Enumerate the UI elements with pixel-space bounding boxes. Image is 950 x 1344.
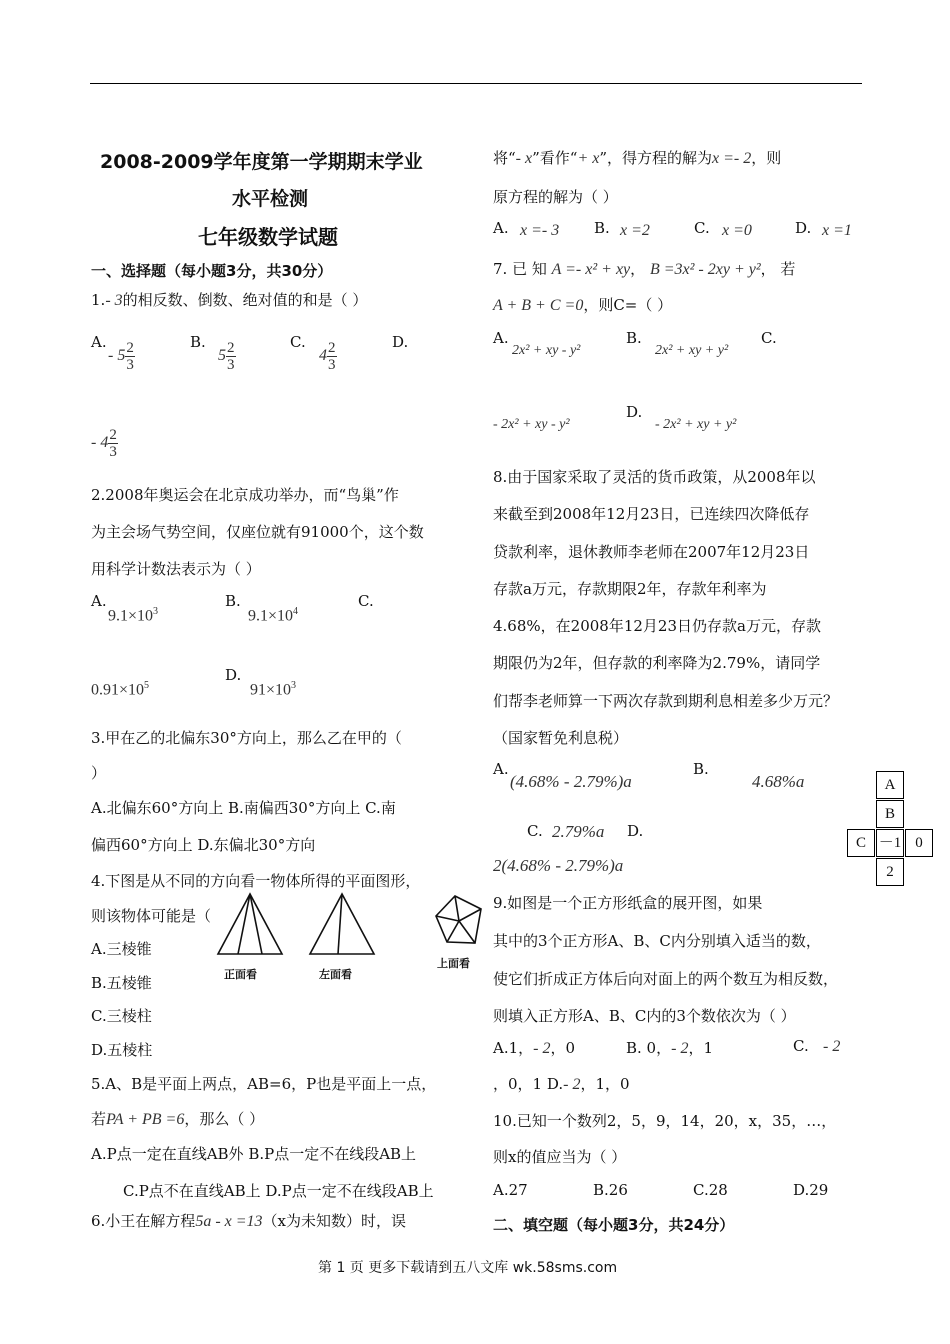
side-view-figure <box>307 892 377 958</box>
q3-line-3: A.北偏东60°方向上 B.南偏西30°方向上 C.南 <box>91 799 396 817</box>
q5-line-2: 若PA + PB =6，那么（ ） <box>91 1110 265 1128</box>
q1-option-d: - 4 $\frac{2}{3}$ <box>91 427 117 460</box>
q8-option-b: 4.68%a <box>752 772 805 791</box>
q3-line-4: 偏西60°方向上 D.东偏北30°方向 <box>91 836 316 854</box>
net-cell-b: B <box>876 800 904 828</box>
q8-option-c: 2.79%a <box>552 822 605 841</box>
q10-line-2: 则x的值应当为（ ） <box>493 1148 627 1166</box>
q8-line-6: 期限仍为2年，但存款的利率降为2.79%，请同学 <box>493 654 821 672</box>
q9-line-6: ，0，1 D.- 2，1，0 <box>493 1075 630 1093</box>
q7-label-d: D. <box>626 403 643 421</box>
section-1-heading: 一、选择题（每小题3分，共30分） <box>91 262 333 280</box>
q3-line-1: 3.甲在乙的北偏东30°方向上，那么乙在甲的（ <box>91 729 402 747</box>
q8-line-5: 4.68%，在2008年12月23日仍存款a万元，存款 <box>493 617 821 635</box>
q8-line-8: （国家暂免利息税） <box>493 729 629 747</box>
caption-side-view: 左面看 <box>319 968 352 981</box>
q7-label-a: A. <box>493 329 509 347</box>
q8-label-d: D. <box>627 822 644 840</box>
q4-option-a: A.三棱锥 <box>91 940 152 958</box>
q2-label-c: C. <box>358 592 374 610</box>
q2-line-3: 用科学计数法表示为（ ） <box>91 560 261 578</box>
q7-label-c: C. <box>761 329 777 347</box>
q6-line-3: 原方程的解为（ ） <box>493 188 618 206</box>
q2-label-a: A. <box>91 592 107 610</box>
q2-label-d: D. <box>225 666 242 684</box>
q5-line-3: A.P点一定在直线AB外 B.P点一定不在线段AB上 <box>91 1145 417 1163</box>
q1-label-a: A. <box>91 333 107 351</box>
q6-option-b: x =2 <box>620 222 650 239</box>
q4-option-c: C.三棱柱 <box>91 1007 152 1025</box>
q8-line-3: 贷款利率，退休教师李老师在2007年12月23日 <box>493 543 810 561</box>
q2-line-1: 2.2008年奥运会在北京成功举办，而“鸟巢”作 <box>91 486 399 504</box>
top-rule <box>90 83 862 84</box>
q1-label-b: B. <box>190 333 206 351</box>
top-view-figure <box>433 893 485 947</box>
q1-label-c: C. <box>290 333 306 351</box>
net-cell-0: 0 <box>905 829 933 857</box>
q6-option-c: x =0 <box>722 222 752 239</box>
q2-label-b: B. <box>225 592 241 610</box>
q7-option-d: - 2x² + xy + y² <box>655 417 737 432</box>
q6-line-2: 将“- x”看作“+ x”，得方程的解为x =- 2，则 <box>493 149 782 167</box>
q9-line-2: 其中的3个正方形A、B、C内分别填入适当的数， <box>493 932 821 950</box>
q6-label-d: D. <box>795 219 812 237</box>
q9-line-1: 9.如图是一个正方形纸盒的展开图，如果 <box>493 894 763 912</box>
section-2-heading: 二、填空题（每小题3分，共24分） <box>493 1216 735 1234</box>
q7-option-b: 2x² + xy + y² <box>655 343 729 358</box>
front-view-figure <box>215 892 285 958</box>
net-cell-a: A <box>876 771 904 799</box>
q6-option-a: x =- 3 <box>520 222 560 239</box>
q9-option-a: A.1，- 2，0 <box>493 1039 576 1057</box>
caption-top-view: 上面看 <box>437 957 470 970</box>
q1-option-c: 4 $\frac{2}{3}$ <box>319 340 336 373</box>
q7-option-a: 2x² + xy - y² <box>512 343 581 358</box>
title-line-2: 水平检测 <box>232 188 309 210</box>
q7-line-2: A + B + C =0，则C=（ ） <box>493 296 673 314</box>
q1-option-a: - 5 $\frac{2}{3}$ <box>108 340 134 373</box>
q2-option-a: $9.1\times 10^3$ <box>108 606 159 625</box>
q10-line-1: 10.已知一个数列2，5，9，14，20，x，35，…， <box>493 1112 837 1130</box>
q7-label-b: B. <box>626 329 642 347</box>
q8-line-7: 们帮李老师算一下两次存款到期利息相差多少万元？ <box>493 692 839 710</box>
net-cell-2: 2 <box>876 858 904 886</box>
q4-line-2: 则该物体可能是（ <box>91 907 212 925</box>
q8-label-c: C. <box>527 822 543 840</box>
q4-option-b: B.五棱锥 <box>91 974 152 992</box>
q10-option-a: A.27 <box>493 1181 528 1199</box>
q2-option-b: $9.1\times 10^4$ <box>248 606 299 625</box>
q9-line-3: 使它们折成正方体后向对面上的两个数互为相反数， <box>493 970 839 988</box>
q3-line-2: ） <box>91 764 107 782</box>
q4-option-d: D.五棱柱 <box>91 1041 153 1059</box>
q9-option-c: C. - 2 <box>793 1037 841 1055</box>
q8-option-a: (4.68% - 2.79%)a <box>510 772 632 791</box>
question-1: 1.- 3的相反数、倒数、绝对值的和是（ ） <box>91 291 368 309</box>
q5-line-1: 5.A、B是平面上两点，AB=6，P也是平面上一点， <box>91 1075 437 1093</box>
q6-label-b: B. <box>594 219 610 237</box>
q2-line-2: 为主会场气势空间，仅座位就有91000个，这个数 <box>91 523 424 541</box>
q8-label-b: B. <box>693 760 709 778</box>
q9-option-b: B. 0，- 2，1 <box>626 1039 713 1057</box>
q10-option-d: D.29 <box>793 1181 829 1199</box>
q4-line-1: 4.下图是从不同的方向看一物体所得的平面图形， <box>91 872 421 890</box>
q8-line-2: 来截至到2008年12月23日，已连续四次降低存 <box>493 505 810 523</box>
q2-option-c: $0.91\times 10^5$ <box>91 680 150 699</box>
q6-label-a: A. <box>493 219 509 237</box>
q8-line-1: 8.由于国家采取了灵活的货币政策，从2008年以 <box>493 468 816 486</box>
q8-label-a: A. <box>493 760 509 778</box>
title-line-1: 2008-2009学年度第一学期期末学业 <box>100 151 423 173</box>
title-line-3: 七年级数学试题 <box>198 225 338 249</box>
q10-option-c: C.28 <box>693 1181 728 1199</box>
q7-line-1: 7. 已 知 A =- x² + xy， B =3x² - 2xy + y²， 若 <box>493 260 796 278</box>
q9-line-4: 则填入正方形A、B、C内的3个数依次为（ ） <box>493 1007 796 1025</box>
q1-option-b: 5 $\frac{2}{3}$ <box>218 340 235 373</box>
q2-option-d: $91\times 10^3$ <box>250 680 297 699</box>
q6-label-c: C. <box>694 219 710 237</box>
net-cell-c: C <box>847 829 875 857</box>
q6-option-d: x =1 <box>822 222 852 239</box>
q1-label-d: D. <box>392 333 409 351</box>
net-cell-minus-1: －1 <box>876 829 904 857</box>
q8-line-4: 存款a万元，存款期限2年，存款年利率为 <box>493 580 767 598</box>
q8-option-d: 2(4.68% - 2.79%)a <box>493 856 624 875</box>
q7-option-c: - 2x² + xy - y² <box>493 417 570 432</box>
footer-text: 第 1 页 更多下载请到五八文库 wk.58sms.com <box>318 1260 618 1276</box>
q10-option-b: B.26 <box>593 1181 628 1199</box>
q5-line-4: C.P点不在直线AB上 D.P点一定不在线段AB上 <box>123 1182 434 1200</box>
q6-line-1: 6.小王在解方程5a - x =13（x为未知数）时，误 <box>91 1212 407 1230</box>
caption-front-view: 正面看 <box>224 968 257 981</box>
